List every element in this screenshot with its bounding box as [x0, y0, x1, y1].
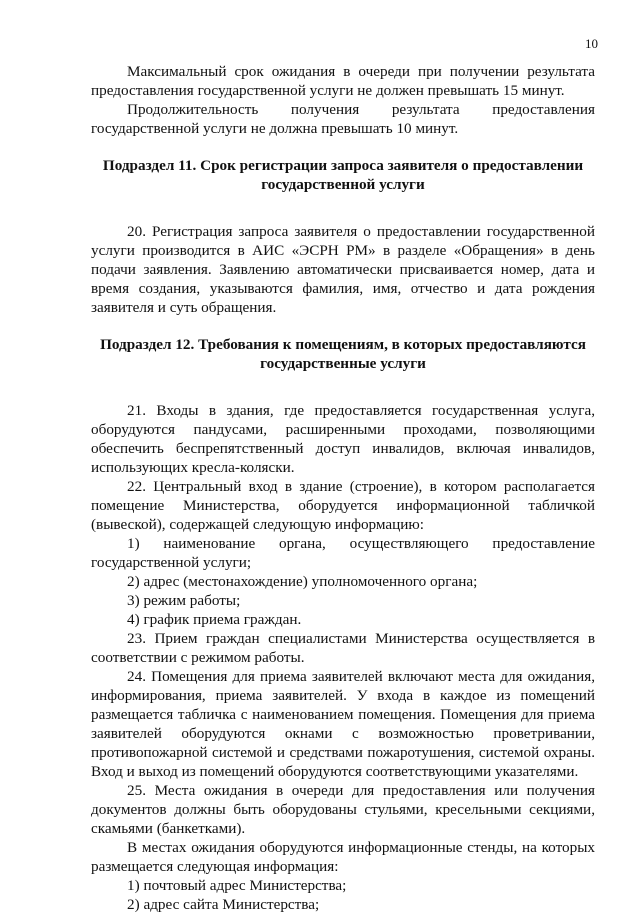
paragraph-22: 22. Центральный вход в здание (строение), в котором располагается помещение Министерства, оборудуется информационной табличкой (вывеской), содержащей следующую информацию:	[91, 478, 595, 533]
document-body	[91, 62, 595, 914]
list-item-22-3: 3) режим работы;	[127, 592, 241, 609]
paragraph-20: 20. Регистрация запроса заявителя о предоставлении государственной услуги производится в АИС «ЭСРН РМ» в разделе «Обращения» в день подачи заявления. Заявлению автоматически присваивается номер, дата и время создания, указываются фамилия, имя, отчество и дата рождения заявителя и суть обращения.	[91, 223, 595, 316]
list-item-info-2: 2) адрес сайта Министерства;	[127, 896, 320, 913]
paragraph-duration: Продолжительность получения результата предоставления государственной услуги не должна превышать 10 минут.	[91, 101, 595, 137]
list-item-info-1: 1) почтовый адрес Министерства;	[127, 877, 347, 894]
paragraph-21: 21. Входы в здания, где предоставляется государственная услуга, оборудуются пандусами, расширенными проходами, позволяющими обеспечить беспрепятственный доступ инвалидов, включая инвалидов, использующих кресла-коляски.	[91, 402, 595, 476]
paragraph-info-stands: В местах ожидания оборудуются информационные стенды, на которых размещается следующая информация:	[91, 839, 595, 875]
list-item-22-4: 4) график приема граждан.	[127, 611, 302, 628]
list-item-22-2: 2) адрес (местонахождение) уполномоченного органа;	[127, 573, 478, 590]
section-heading-11: Подраздел 11. Срок регистрации запроса заявителя о предоставлении государственной услуги	[102, 157, 584, 193]
section-heading-12: Подраздел 12. Требования к помещениям, в которых предоставляются государственные услуги	[100, 336, 586, 372]
paragraph-24: 24. Помещения для приема заявителей включают места для ожидания, информирования, приема заявителей. У входа в каждое из помещений размещается табличка с наименованием помещения. Помещения для приема заявителей оборудуются окнами с возможностью проветривании, противопожарной системой и средствами пожаротушения, системой охраны. Вход и выход из помещений оборудуются соответствующими указателями.	[91, 668, 595, 780]
list-item-22-1: 1) наименование органа, осуществляющего предоставление государственной услуги;	[91, 535, 595, 571]
paragraph-23: 23. Прием граждан специалистами Министерства осуществляется в соответствии с режимом работы.	[91, 630, 595, 666]
paragraph-25: 25. Места ожидания в очереди для предоставления или получения документов должны быть оборудованы стульями, кресельными секциями, скамьями (банкетками).	[91, 782, 595, 837]
paragraph-max-wait: Максимальный срок ожидания в очереди при получении результата предоставления государственной услуги не должен превышать 15 минут.	[91, 63, 595, 99]
page-number: 10	[585, 36, 598, 51]
